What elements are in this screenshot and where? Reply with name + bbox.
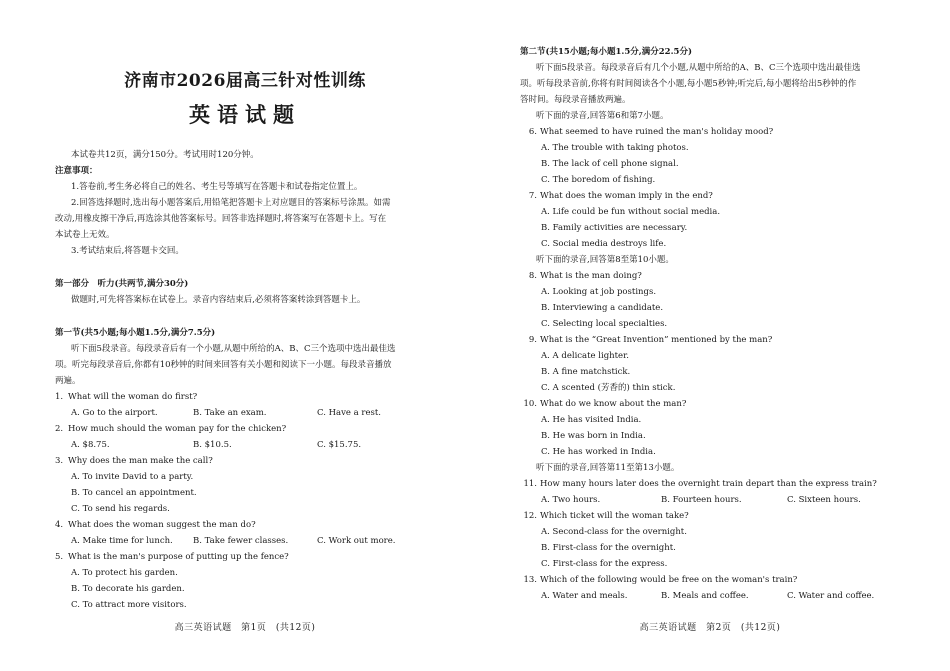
option-b: B. First-class for the overnight.	[541, 543, 676, 553]
question-stem: What is the “Great Invention” mentioned by the man?	[540, 335, 773, 345]
exam-intro: 本试卷共12页，满分150分。考试用时120分钟。	[71, 150, 259, 160]
question-5	[55, 549, 435, 613]
notice-item-3: 3.考试结束后,将答题卡交回。	[71, 246, 184, 256]
option-a: A. $8.75.	[71, 440, 110, 450]
question-stem: What is the man doing?	[540, 271, 642, 281]
question-10	[520, 396, 900, 460]
listen-instruction-6-7: 听下面的录音,回答第6和第7小题。	[536, 111, 669, 121]
question-number: 2.	[55, 424, 64, 434]
option-c: C. To attract more visitors.	[71, 600, 187, 610]
question-number: 8.	[528, 271, 537, 281]
exam-title: 济南市2026届高三针对性训练	[124, 71, 366, 91]
option-c: C. Social media destroys life.	[541, 239, 667, 249]
option-c: C. Selecting local specialties.	[541, 319, 668, 329]
question-number: 3.	[55, 456, 64, 466]
option-b: B. A fine matchstick.	[541, 367, 631, 377]
question-number: 7.	[528, 191, 537, 201]
question-number: 13.	[523, 575, 537, 585]
page-1-body	[55, 147, 435, 613]
question-stem: What seemed to have ruined the man's holiday mood?	[540, 127, 774, 137]
option-b: B. The lack of cell phone signal.	[541, 159, 679, 169]
option-c: C. Have a rest.	[317, 408, 381, 418]
question-number: 10.	[523, 399, 537, 409]
question-11	[520, 476, 900, 508]
question-number: 1.	[55, 392, 64, 402]
question-7	[520, 188, 900, 252]
question-number: 12.	[523, 511, 537, 521]
question-stem: Which ticket will the woman take?	[540, 511, 689, 521]
question-9	[520, 332, 900, 396]
question-number: 11.	[523, 479, 537, 489]
option-a: A. A delicate lighter.	[541, 351, 629, 361]
option-b: B. Family activities are necessary.	[541, 223, 688, 233]
question-stem: How much should the woman pay for the chicken?	[68, 424, 287, 434]
question-6	[520, 124, 900, 188]
listen-instruction-11-13: 听下面的录音,回答第11至第13小题。	[536, 463, 680, 473]
question-stem: Why does the man make the call?	[68, 456, 213, 466]
option-b: B. Take an exam.	[193, 408, 267, 418]
notice-heading: 注意事项：	[55, 166, 98, 176]
option-a: A. Life could be fun without social media.	[541, 207, 721, 217]
option-b: B. He was born in India.	[541, 431, 646, 441]
option-c: C. A scented (芳香的) thin stick.	[541, 383, 676, 393]
question-number: 9.	[528, 335, 537, 345]
page-footer: 高三英语试题 第2页 (共12页)	[639, 623, 781, 633]
section2-instruction-line-2: 项。听每段录音前,你将有时间阅读各个小题,每小题5秒钟;听完后,每小题将给出5秒钟的作	[520, 79, 857, 89]
section2-heading: 第二节(共15小题;每小题1.5分,满分22.5分)	[520, 47, 692, 57]
section1-heading: 第一节(共5小题;每小题1.5分,满分7.5分)	[55, 328, 216, 338]
question-13	[520, 572, 900, 604]
option-c: C. Work out more.	[317, 536, 396, 546]
notice-item-2-line-3: 本试卷上无效。	[55, 230, 115, 240]
option-c: C. Sixteen hours.	[787, 495, 861, 505]
part1-note: 做题时,可先将答案标在试卷上。录音内容结束后,必须将答案转涂到答题卡上。	[71, 295, 366, 305]
question-3	[55, 453, 435, 517]
question-12	[520, 508, 900, 572]
question-stem: Which of the following would be free on the woman's train?	[540, 575, 798, 585]
option-c: C. The boredom of fishing.	[541, 175, 656, 185]
question-stem: What does the woman imply in the end?	[540, 191, 713, 201]
option-b: B. $10.5.	[193, 440, 232, 450]
question-stem: How many hours later does the overnight train depart than the express train?	[540, 479, 877, 489]
question-stem: What does the woman suggest the man do?	[68, 520, 256, 530]
option-b: B. To cancel an appointment.	[71, 488, 197, 498]
option-a: A. The trouble with taking photos.	[541, 143, 689, 153]
option-b: B. Interviewing a candidate.	[541, 303, 664, 313]
option-c: C. To send his regards.	[71, 504, 170, 514]
option-c: C. Water and coffee.	[787, 591, 875, 601]
option-c: C. He has worked in India.	[541, 447, 656, 457]
option-b: B. Meals and coffee.	[661, 591, 749, 601]
exam-subject-title: 英语试题	[189, 102, 301, 127]
part1-heading: 第一部分 听力(共两节,满分30分)	[55, 279, 189, 289]
option-c: C. $15.75.	[317, 440, 362, 450]
notice-item-2-line-1: 2.回答选择题时,选出每小题答案后,用铅笔把答题卡上对应题目的答案标号涂黑。如需	[71, 198, 391, 208]
question-stem: What will the woman do first?	[68, 392, 198, 402]
option-a: A. Make time for lunch.	[71, 536, 173, 546]
option-a: A. Go to the airport.	[71, 408, 158, 418]
page-1	[55, 0, 435, 671]
section2-instruction-line-1: 听下面5段录音。每段录音后有几个小题,从题中所给的A、B、C三个选项中选出最佳选	[536, 63, 861, 73]
option-b: B. To decorate his garden.	[71, 584, 185, 594]
page-2	[520, 0, 900, 671]
question-1	[55, 389, 435, 421]
option-a: A. Looking at job postings.	[541, 287, 657, 297]
option-b: B. Take fewer classes.	[193, 536, 289, 546]
question-stem: What is the man's purpose of putting up the fence?	[68, 552, 289, 562]
option-a: A. Second-class for the overnight.	[541, 527, 687, 537]
section1-instruction-line-2: 项。听完每段录音后,你都有10秒钟的时间来回答有关小题和阅读下一小题。每段录音播放	[55, 360, 392, 370]
section1-instruction-line-1: 听下面5段录音。每段录音后有一个小题,从题中所给的A、B、C三个选项中选出最佳选	[71, 344, 396, 354]
option-a: A. He has visited India.	[541, 415, 642, 425]
option-a: A. To protect his garden.	[71, 568, 178, 578]
question-number: 5.	[55, 552, 64, 562]
question-stem: What do we know about the man?	[540, 399, 687, 409]
question-2	[55, 421, 435, 453]
listen-instruction-8-10: 听下面的录音,回答第8至第10小题。	[536, 255, 674, 265]
question-4	[55, 517, 435, 549]
question-number: 6.	[528, 127, 537, 137]
question-8	[520, 268, 900, 332]
page-2-body	[520, 44, 900, 604]
notice-item-1: 1.答卷前,考生务必将自己的姓名、考生号等填写在答题卡和试卷指定位置上。	[71, 182, 363, 192]
section2-instruction-line-3: 答时间。每段录音播放两遍。	[520, 95, 631, 105]
option-b: B. Fourteen hours.	[661, 495, 742, 505]
section1-instruction-line-3: 两遍。	[55, 376, 81, 386]
page-footer: 高三英语试题 第1页 (共12页)	[174, 623, 316, 633]
option-c: C. First-class for the express.	[541, 559, 668, 569]
option-a: A. Two hours.	[541, 495, 601, 505]
notice-item-2-line-2: 改动,用橡皮擦干净后,再选涂其他答案标号。回答非选择题时,将答案写在答题卡上。写在	[55, 214, 387, 224]
question-number: 4.	[55, 520, 64, 530]
option-a: A. Water and meals.	[541, 591, 628, 601]
option-a: A. To invite David to a party.	[71, 472, 194, 482]
